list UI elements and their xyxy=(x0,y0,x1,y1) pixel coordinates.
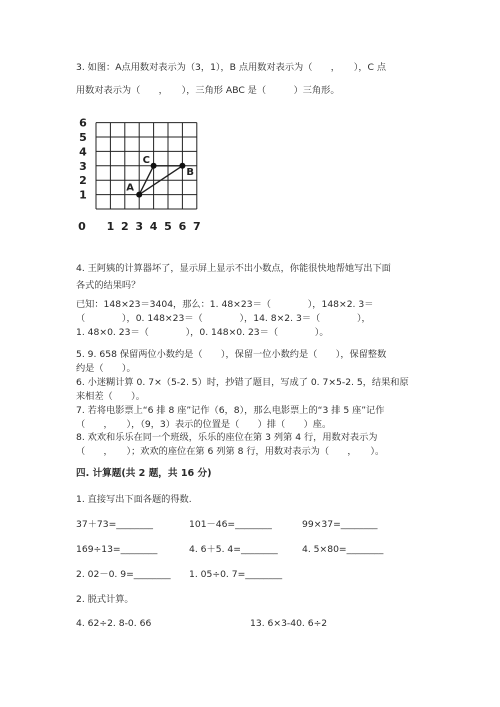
point-label-c: C xyxy=(142,154,150,166)
question-8-line-1: 8. 欢欢和乐乐在同一个班级，乐乐的座位在第 3 列第 4 行，用数对表示为 xyxy=(76,432,378,443)
point-b xyxy=(179,163,185,169)
y-axis-tick-label: 4 xyxy=(79,145,87,159)
x-axis-tick-label: 2 xyxy=(120,220,129,233)
calc-4-5-times-80: 4. 5×80=________ xyxy=(302,544,384,555)
point-c xyxy=(151,163,157,169)
question-7-line-1: 7. 若将电影票上“6 排 8 座”记作（6，8），那么电影票上的“3 排 5 座”记作 xyxy=(76,405,385,416)
point-a xyxy=(136,192,142,198)
y-axis-tick-label: 2 xyxy=(79,174,87,188)
x-axis-tick-label: 5 xyxy=(164,220,172,233)
x-axis-tick-label: 3 xyxy=(135,220,144,233)
x-axis-tick-label: 0 xyxy=(78,220,86,233)
question-4-line-4: （ ），0. 148×23＝（ ），14. 8×2. 3＝（ ）， xyxy=(76,313,371,324)
calc-101-minus-46: 101－46=________ xyxy=(189,519,272,530)
y-axis-tick-label: 6 xyxy=(79,116,87,130)
coordinate-grid xyxy=(76,112,216,236)
stepwise-calc-2: 13. 6×3-40. 6÷2 xyxy=(250,618,328,629)
question-8-line-2: （ ， ）；欢欢的座位在第 6 列第 8 行，用数对表示为（ ， ）。 xyxy=(76,446,385,457)
calc-4-6-plus-5-4: 4. 6＋5. 4=________ xyxy=(189,544,278,555)
x-axis-tick-label: 1 xyxy=(106,220,115,233)
sub-question-2: 2. 脱式计算。 xyxy=(76,594,134,605)
question-4-line-3: 已知：148×23＝3404，那么：1. 48×23＝（ ），148×2. 3＝ xyxy=(76,299,374,310)
question-3-line-1: 3. 如图：A点用数对表示为（3，1），B 点用数对表示为（ ， ），C 点 xyxy=(76,62,387,73)
question-5-line-2: 约是（ ）。 xyxy=(76,363,136,374)
question-7-line-2: （ ， ），（9，3）表示的位置是（ ）排（ ）座。 xyxy=(76,419,332,430)
calc-1-05-div-0-7: 1. 05÷0. 7=________ xyxy=(189,569,283,580)
sub-question-1: 1. 直接写出下面各题的得数. xyxy=(76,494,192,505)
y-axis-tick-label: 3 xyxy=(79,159,87,173)
calc-2-02-minus-0-9: 2. 02－0. 9=________ xyxy=(76,569,171,580)
question-6-line-2: 来相差（ ）。 xyxy=(76,391,145,402)
point-label-b: B xyxy=(186,166,195,178)
question-6-line-1: 6. 小迷糊计算 0. 7×（5-2. 5）时，抄错了题目，写成了 0. 7×5-2. 5，结果和原 xyxy=(76,377,409,388)
y-axis-tick-label: 1 xyxy=(79,188,87,202)
calc-169-div-13: 169÷13=________ xyxy=(76,544,158,555)
x-axis-tick-label: 7 xyxy=(192,220,201,233)
section-heading: 四. 计算题(共 2 题，共 16 分) xyxy=(76,468,212,479)
question-4-line-2: 各式的结果吗？ xyxy=(76,280,141,291)
y-axis-tick-label: 5 xyxy=(79,131,87,144)
calc-99-times-37: 99×37=________ xyxy=(302,519,378,530)
x-axis-tick-label: 4 xyxy=(149,220,158,233)
question-3-line-2: 用数对表示为（ ， ），三角形 ABC 是（ ）三角形。 xyxy=(76,85,340,96)
question-4-line-1: 4. 王阿姨的计算器坏了，显示屏上显示不出小数点，你能很快地帮她写出下面 xyxy=(76,263,391,274)
question-4-line-5: 1. 48×0. 23＝（ ），0. 148×0. 23＝（ ）。 xyxy=(76,327,329,338)
x-axis-tick-label: 6 xyxy=(178,220,187,233)
question-5-line-1: 5. 9. 658 保留两位小数约是（ ），保留一位小数约是（ ），保留整数 xyxy=(76,349,387,360)
point-label-a: A xyxy=(126,182,134,194)
stepwise-calc-1: 4. 62÷2. 8-0. 66 xyxy=(76,618,152,629)
calc-37-plus-73: 37＋73=________ xyxy=(76,519,154,530)
